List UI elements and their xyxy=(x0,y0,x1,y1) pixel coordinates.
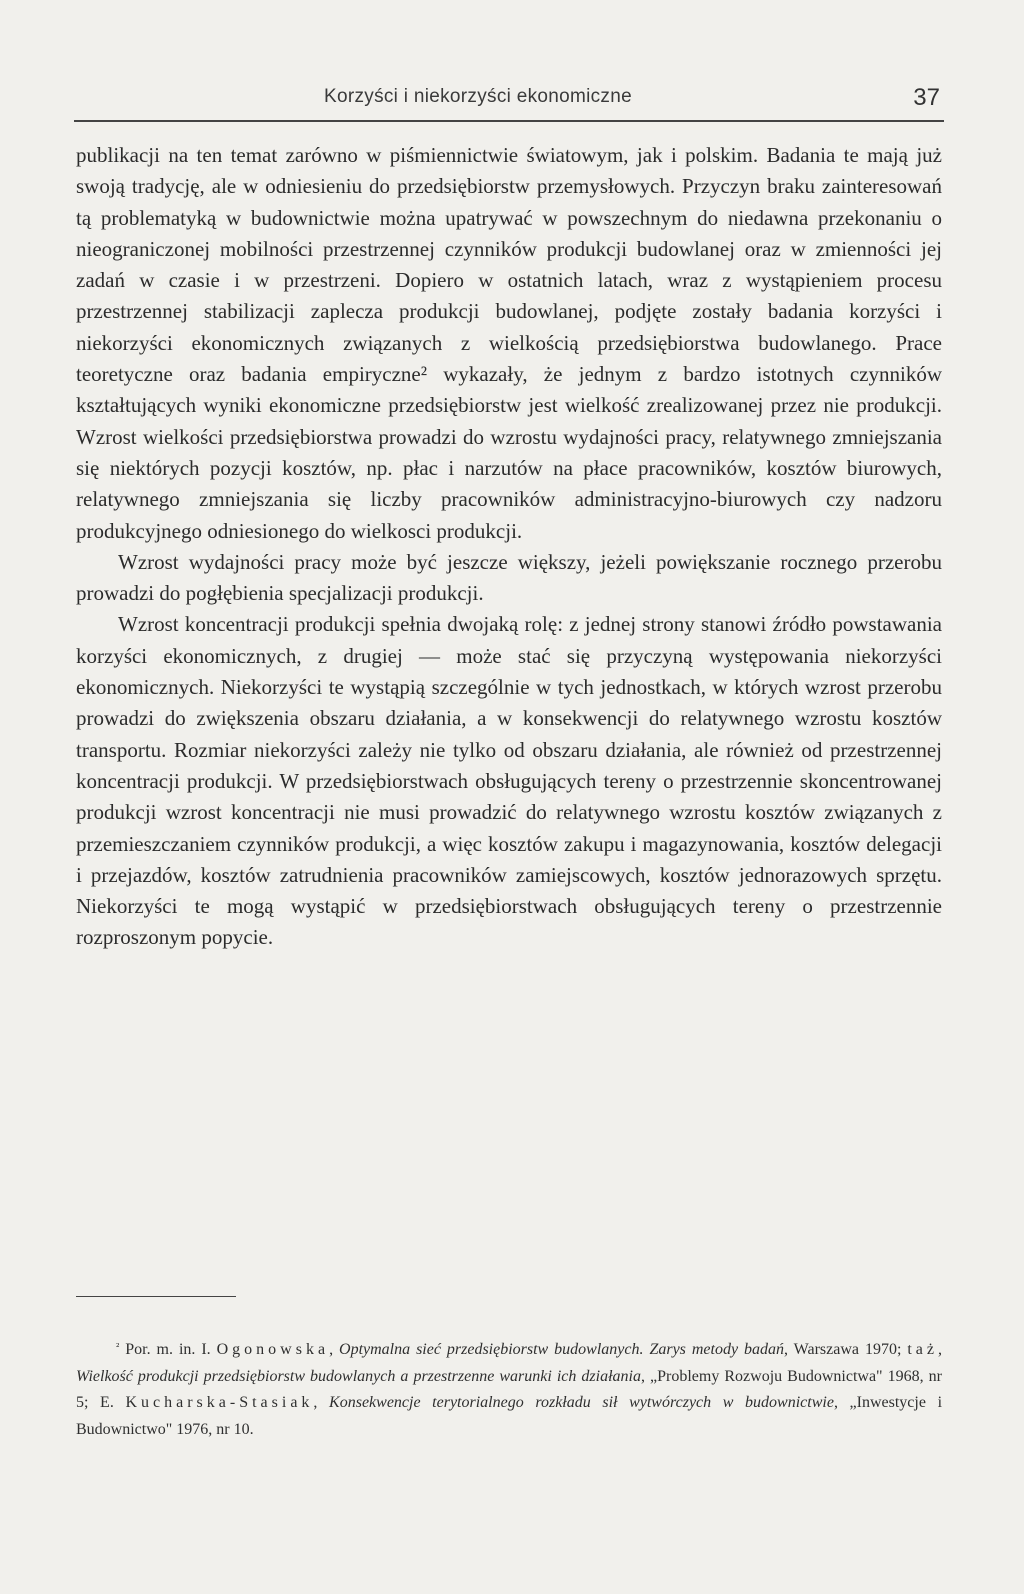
footnote-text: , xyxy=(938,1341,943,1358)
footnote-text: Por. m. in. I. xyxy=(119,1341,217,1358)
footnote-rule xyxy=(76,1296,236,1297)
footnote-text: , Warszawa 1970; xyxy=(784,1341,908,1358)
footnote-author: Ogonowska xyxy=(216,1341,330,1358)
footnote-text: , „Inwestycje i Budownictwo" 1976, nr 10. xyxy=(76,1394,943,1438)
running-title: Korzyści i niekorzyści ekonomiczne xyxy=(324,86,632,107)
footnote-text: , xyxy=(313,1394,330,1411)
footnote-text: , „Problemy Rozwoju Budownictwa" 1968, nr 5; E. xyxy=(76,1367,942,1411)
footnote xyxy=(76,1334,942,1443)
page-number: 37 xyxy=(913,84,940,111)
footnote-author: Kucharska-Stasiak xyxy=(125,1394,314,1411)
footnote-title: Optymalna sieć przedsiębiorstw budowlanych. Zarys metody badań xyxy=(339,1341,785,1358)
footnote-title: Konsekwencje terytorialnego rozkładu sił wytwórczych w budownictwie xyxy=(329,1394,834,1411)
footnote-author: taż xyxy=(907,1341,939,1358)
paragraph: Wzrost wydajności pracy może być jeszcze większy, jeżeli powiększanie rocznego przerobu prowadzi do pogłębienia specjalizacji produkcji. xyxy=(76,549,942,606)
footnote-title: Wielkość produkcji przedsiębiorstw budowlanych a przestrzenne warunki ich działania xyxy=(76,1367,641,1385)
body-text xyxy=(76,140,942,954)
header-rule xyxy=(74,120,944,122)
paragraph: Wzrost koncentracji produkcji spełnia dwojaką rolę: z jednej strony stanowi źródło powstawania korzyści ekonomicznych, z drugiej — może stać się przyczyną występowania niekorzyści ekonomicznych. Niekorzyści te wystąpią szczególnie w tych jednostkach, w których wzrost przerobu prowadzi do zwiększenia obszaru działania, a w konsekwencji do relatywnego wzrostu kosztów transportu. Rozmiar niekorzyści zależy nie tylko od obszaru działania, ale również od przestrzennej koncentracji produkcji. W przedsiębiorstwach obsługujących tereny o przestrzennie skoncentrowanej produkcji wzrost koncentracji nie musi prowadzić do relatywnego wzrostu kosztów związanych z przemieszczaniem czynników produkcji, a więc kosztów zakupu i magazynowania, kosztów delegacji i przejazdów, kosztów zatrudnienia pracowników zamiejscowych, kosztów jednorazowych sprzętu. Niekorzyści te mogą wystąpić w przedsiębiorstwach obsługujących tereny o przestrzennie rozproszonym popycie. xyxy=(76,612,942,950)
paragraph: publikacji na ten temat zarówno w piśmiennictwie światowym, jak i polskim. Badania te mają już swoją tradycję, ale w odniesieniu do przedsiębiorstw przemysłowych. Przyczyn braku zainteresowań tą problematyką w budownictwie można upatrywać w powszechnym do niedawna przekonaniu o nieograniczonej mobilności przestrzennej czynników produkcji budowlanej oraz w zmienności jej zadań w czasie i w przestrzeni. Dopiero w ostatnich latach, wraz z wystąpieniem procesu przestrzennej stabilizacji zaplecza produkcji budowlanej, podjęte zostały badania korzyści i niekorzyści ekonomicznych związanych z wielkością przedsiębiorstwa budowlanego. Prace teoretyczne oraz badania empiryczne² wykazały, że jednym z bardzo istotnych czynników kształtujących wyniki ekonomiczne przedsiębiorstw jest wielkość zrealizowanej przez nie produkcji. Wzrost wielkości przedsiębiorstwa prowadzi do wzrostu wydajności pracy, relatywnego zmniejszania się niektórych pozycji kosztów, np. płac i narzutów na płace pracowników, kosztów biurowych, relatywnego zmniejszania się liczby pracowników administracyjno-biurowych czy nadzoru produkcyjnego odniesionego do wielkosci produkcji. xyxy=(76,143,942,543)
footnote-text: , xyxy=(329,1341,340,1358)
footnote-mark: ² xyxy=(116,1341,120,1353)
page-header xyxy=(74,86,944,120)
